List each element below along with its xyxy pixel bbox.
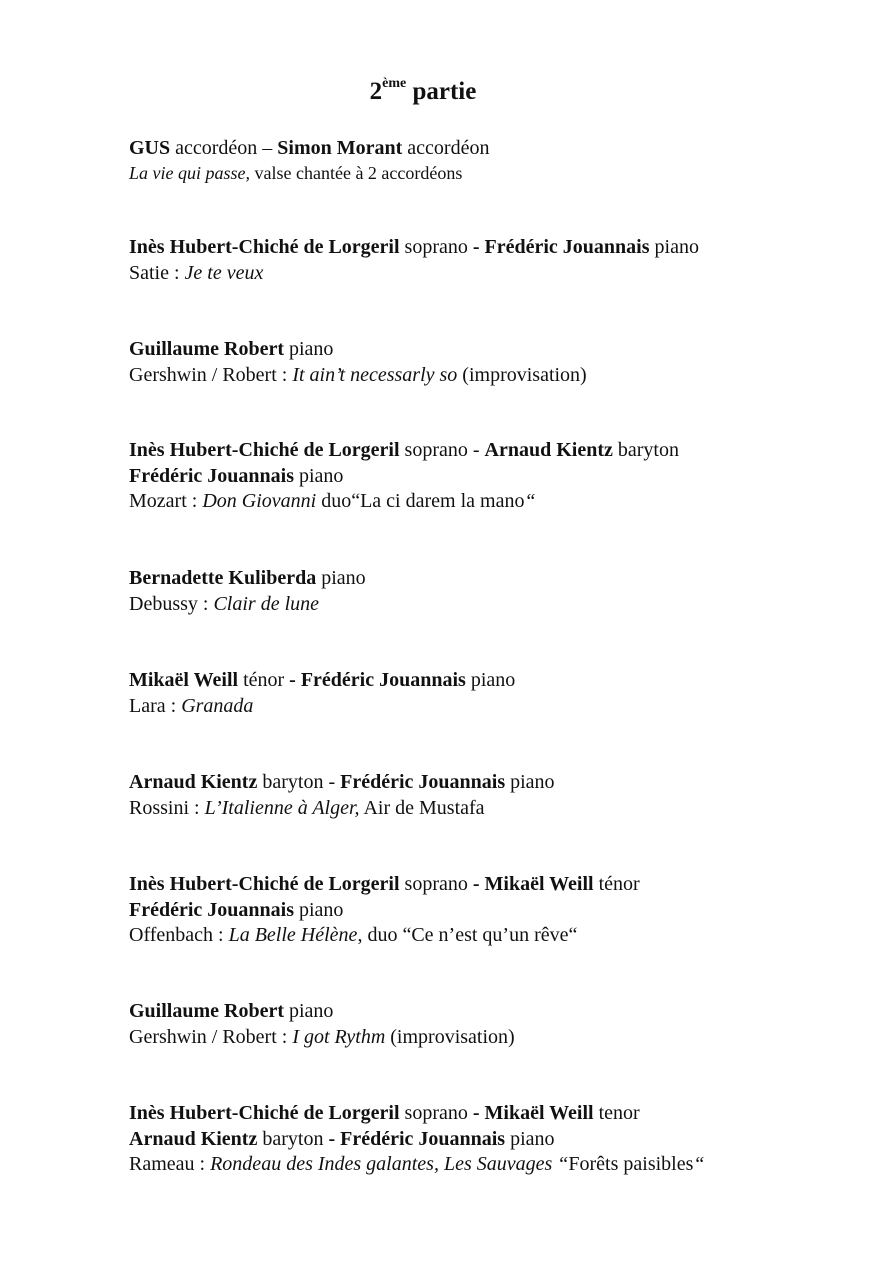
performer-role: piano — [510, 1127, 555, 1150]
performer-name: Mikaël Weill — [129, 669, 239, 691]
program-item — [129, 337, 869, 388]
performer-role: piano — [299, 898, 344, 921]
work-composer: Offenbach : — [129, 924, 229, 946]
work-italic: Don Giovanni — [202, 490, 317, 512]
work-rest: , duo “Ce n’est qu’un rêve“ — [357, 924, 578, 946]
work-composer: Gershwin / Robert : — [129, 363, 293, 386]
performer-name: - Mikaël Weill — [472, 1102, 594, 1124]
work-italic: La vie qui passe, — [129, 162, 250, 183]
performer-name: Frédéric Jouannais — [129, 464, 294, 487]
work-close: “ — [524, 490, 536, 512]
performers-line — [129, 668, 869, 694]
performers-line-2 — [129, 464, 869, 490]
performer-role: soprano — [404, 1102, 468, 1124]
work-line — [129, 363, 869, 389]
performer-name: Inès Hubert-Chiché de Lorgeril — [129, 873, 400, 895]
program-item — [129, 235, 869, 281]
work-italic: Clair de lune — [213, 592, 319, 615]
performer-name: GUS — [129, 137, 171, 159]
work-line — [129, 592, 869, 618]
performer-name: Guillaume Robert — [129, 338, 284, 360]
performer-role: baryton — [617, 439, 679, 461]
performer-role: soprano — [404, 873, 468, 895]
performers-line — [129, 1101, 869, 1127]
performer-name: Guillaume Robert — [129, 1000, 284, 1022]
performer-name: Frédéric Jouannais — [129, 898, 294, 921]
performer-name: Arnaud Kientz — [129, 771, 258, 793]
performer-sep: – — [257, 137, 278, 159]
work-italic: Granada — [181, 694, 254, 717]
work-line — [129, 923, 869, 949]
work-line — [129, 1152, 869, 1178]
performer-role: piano — [510, 771, 555, 793]
work-line — [129, 1025, 869, 1051]
work-composer: Gershwin / Robert : — [129, 1025, 293, 1048]
work-italic: I got Rythm — [292, 1025, 386, 1048]
performer-name: - Mikaël Weill — [472, 873, 594, 895]
performers-line-2 — [129, 898, 869, 924]
performer-role: accordéon — [407, 137, 490, 159]
title-word: partie — [412, 78, 477, 105]
performer-role: piano — [470, 669, 516, 691]
work-italic: L’Italienne à Alger, — [204, 796, 360, 819]
work-italic: La Belle Hélène — [228, 924, 358, 946]
performer-role: piano — [654, 236, 699, 258]
work-composer: Rossini : — [129, 796, 205, 819]
performers-line — [129, 999, 869, 1025]
performer-role: ténor — [243, 669, 285, 691]
performers-line-2 — [129, 1127, 869, 1153]
performer-name: Inès Hubert-Chiché de Lorgeril — [129, 236, 400, 258]
work-italic: It ain’t necessarly so — [292, 363, 458, 386]
performer-role: piano — [321, 567, 366, 589]
work-rest: (improvisation) — [385, 1025, 515, 1048]
work-rest: (improvisation) — [457, 363, 587, 386]
program-item — [129, 668, 869, 719]
work-composer: Lara : — [129, 694, 182, 717]
performer-role: ténor — [598, 873, 640, 895]
performer-name: - Frédéric Jouannais — [328, 1127, 506, 1150]
work-italic: Rondeau des Indes galantes, Les Sauvages “ — [210, 1153, 569, 1175]
work-line — [129, 489, 869, 515]
work-italic: Je te veux — [184, 261, 264, 281]
work-line — [129, 694, 869, 720]
performer-role: piano — [299, 464, 344, 487]
work-rest: Forêts paisibles — [568, 1153, 694, 1175]
program-item — [129, 872, 869, 949]
performer-sep: - — [323, 771, 341, 793]
performer-sep: - — [467, 439, 485, 461]
performers-line — [129, 235, 869, 261]
program-item — [129, 770, 869, 821]
work-composer: Mozart : — [129, 490, 203, 512]
performer-role: accordéon — [175, 137, 258, 159]
work-line — [129, 261, 869, 281]
title-number: 2 — [369, 78, 383, 105]
work-composer: Rameau : — [129, 1153, 211, 1175]
performer-name: Inès Hubert-Chiché de Lorgeril — [129, 439, 400, 461]
performer-name: Frédéric Jouannais — [340, 771, 506, 793]
program-item — [129, 438, 869, 515]
performers-line — [129, 438, 869, 464]
performer-role: soprano — [404, 236, 468, 258]
performer-name: Inès Hubert-Chiché de Lorgeril — [129, 1102, 400, 1124]
title-superscript: ème — [382, 76, 407, 91]
program-item — [129, 999, 869, 1050]
performer-role: baryton — [262, 1127, 324, 1150]
work-rest: valse chantée à 2 accordéons — [250, 162, 463, 183]
work-line — [129, 162, 869, 184]
performers-line — [129, 770, 869, 796]
page-title — [0, 78, 846, 106]
performer-role: baryton — [262, 771, 324, 793]
program-item — [129, 1101, 869, 1178]
work-rest: duo“La ci darem la mano — [316, 490, 525, 512]
program-item — [129, 136, 869, 184]
work-composer: Satie : — [129, 261, 185, 281]
performers-line — [129, 337, 869, 363]
work-rest: Air de Mustafa — [359, 796, 485, 819]
performer-name: - Frédéric Jouannais — [289, 669, 466, 691]
program-item — [129, 566, 869, 617]
performer-role: soprano — [404, 439, 468, 461]
performers-line — [129, 872, 869, 898]
work-composer: Debussy : — [129, 592, 214, 615]
performer-role: piano — [289, 338, 334, 360]
performer-name: Arnaud Kientz — [129, 1127, 258, 1150]
work-close: “ — [693, 1153, 705, 1175]
performer-name: Bernadette Kuliberda — [129, 567, 317, 589]
performer-role: piano — [289, 1000, 334, 1022]
performers-line — [129, 566, 869, 592]
performers-line — [129, 136, 869, 162]
performer-role: tenor — [598, 1102, 640, 1124]
performer-name: Arnaud Kientz — [484, 439, 613, 461]
performer-name: - Frédéric Jouannais — [472, 236, 650, 258]
performer-name: Simon Morant — [277, 137, 403, 159]
work-line — [129, 796, 869, 822]
